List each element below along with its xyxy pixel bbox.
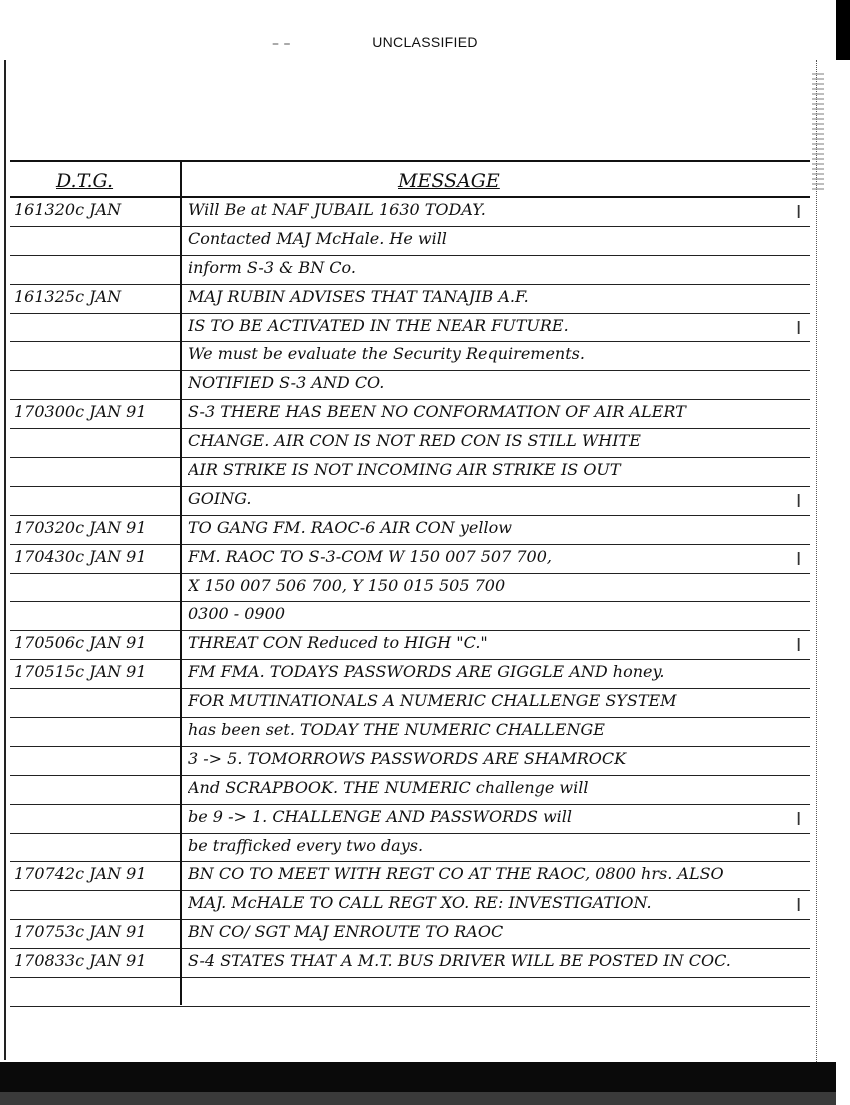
log-rows (10, 198, 810, 1007)
message-cell: THREAT CON Reduced to HIGH "C." (188, 633, 488, 653)
message-cell: MAJ RUBIN ADVISES THAT TANAJIB A.F. (188, 286, 529, 306)
log-row (10, 602, 810, 631)
message-cell: CHANGE. AIR CON IS NOT RED CON IS STILL WHITE (188, 431, 641, 451)
message-cell: S-4 STATES THAT A M.T. BUS DRIVER WILL BE POSTED IN COC. (188, 951, 731, 971)
log-row (10, 342, 810, 371)
log-row (10, 718, 810, 747)
log-row (10, 429, 810, 458)
log-row (10, 198, 810, 227)
message-cell: FM FMA. TODAYS PASSWORDS ARE GIGGLE AND honey. (188, 662, 665, 682)
message-cell: FOR MUTINATIONALS A NUMERIC CHALLENGE SYSTEM (188, 691, 677, 711)
dtg-cell: 170300c JAN 91 (14, 402, 147, 422)
message-cell: 0300 - 0900 (188, 604, 286, 624)
dtg-column-header: D.T.G. (56, 170, 114, 192)
scan-speckle (812, 70, 824, 190)
dtg-cell: 161320c JAN (14, 200, 122, 219)
message-cell: be trafficked every two days. (188, 835, 424, 855)
message-cell: has been set. TODAY THE NUMERIC CHALLENGE (188, 720, 605, 740)
log-row (10, 545, 810, 574)
log-row (10, 371, 810, 400)
log-row (10, 314, 810, 343)
message-log (10, 160, 810, 1007)
log-row (10, 285, 810, 314)
classification-banner: UNCLASSIFIED (372, 34, 478, 50)
dtg-cell: 170753c JAN 91 (14, 922, 147, 942)
log-header (10, 160, 810, 198)
message-cell: S-3 THERE HAS BEEN NO CONFORMATION OF AIR ALERT (188, 402, 686, 422)
dtg-cell: 170506c JAN 91 (14, 633, 147, 653)
log-row (10, 660, 810, 689)
log-row (10, 256, 810, 285)
scan-edge-bottom (0, 1062, 836, 1092)
log-row (10, 834, 810, 863)
message-cell: BN CO TO MEET WITH REGT CO AT THE RAOC, 0800 hrs. ALSO (188, 864, 724, 884)
dtg-cell: 170833c JAN 91 (14, 951, 147, 971)
log-row (10, 891, 810, 920)
margin-tick-mark: I (796, 808, 802, 830)
scan-edge-right (816, 60, 821, 1100)
margin-tick-mark: I (796, 548, 802, 570)
dtg-cell: 170430c JAN 91 (14, 546, 147, 566)
log-row (10, 516, 810, 545)
message-cell: GOING. (188, 488, 252, 508)
margin-tick-mark: I (796, 202, 802, 223)
message-cell: We must be evaluate the Security Requirements. (188, 344, 585, 364)
message-cell: And SCRAPBOOK. THE NUMERIC challenge will (188, 777, 589, 797)
log-row (10, 949, 810, 978)
log-row (10, 978, 810, 1007)
message-cell: 3 -> 5. TOMORROWS PASSWORDS ARE SHAMROCK (188, 748, 627, 768)
message-cell: X 150 007 506 700, Y 150 015 505 700 (188, 575, 506, 595)
log-row (10, 689, 810, 718)
margin-tick-mark: I (796, 895, 802, 917)
dash-mark: – – (272, 36, 291, 52)
message-cell: IS TO BE ACTIVATED IN THE NEAR FUTURE. (188, 315, 569, 335)
log-row (10, 862, 810, 891)
log-row (10, 747, 810, 776)
margin-tick-mark: I (796, 635, 802, 657)
message-cell: Will Be at NAF JUBAIL 1630 TODAY. (188, 200, 486, 219)
message-cell: TO GANG FM. RAOC-6 AIR CON yellow (188, 517, 512, 537)
message-cell: AIR STRIKE IS NOT INCOMING AIR STRIKE IS OUT (188, 460, 621, 480)
margin-tick-mark: I (796, 490, 802, 512)
log-row (10, 631, 810, 660)
log-row (10, 776, 810, 805)
message-cell: Contacted MAJ McHale. He will (188, 228, 447, 248)
dtg-cell: 161325c JAN (14, 286, 122, 306)
message-column-header: MESSAGE (398, 170, 500, 192)
log-row (10, 458, 810, 487)
dtg-cell: 170320c JAN 91 (14, 517, 147, 537)
log-row (10, 920, 810, 949)
log-row (10, 227, 810, 256)
message-cell: BN CO/ SGT MAJ ENROUTE TO RAOC (188, 922, 504, 942)
scan-edge-bottom-shade (0, 1092, 836, 1105)
margin-tick-mark: I (796, 317, 802, 339)
message-cell: be 9 -> 1. CHALLENGE AND PASSWORDS will (188, 806, 573, 826)
dtg-cell: 170742c JAN 91 (14, 864, 147, 884)
message-cell: NOTIFIED S-3 AND CO. (188, 373, 385, 393)
scan-edge-top-right (836, 0, 850, 60)
log-row (10, 574, 810, 603)
message-cell: FM. RAOC TO S-3-COM W 150 007 507 700, (188, 546, 552, 566)
log-row (10, 400, 810, 429)
log-row (10, 805, 810, 834)
message-cell: inform S-3 & BN Co. (188, 257, 356, 277)
message-cell: MAJ. McHALE TO CALL REGT XO. RE: INVESTIGATION. (188, 893, 652, 913)
log-row (10, 487, 810, 516)
column-divider (180, 160, 182, 1005)
dtg-cell: 170515c JAN 91 (14, 662, 147, 682)
